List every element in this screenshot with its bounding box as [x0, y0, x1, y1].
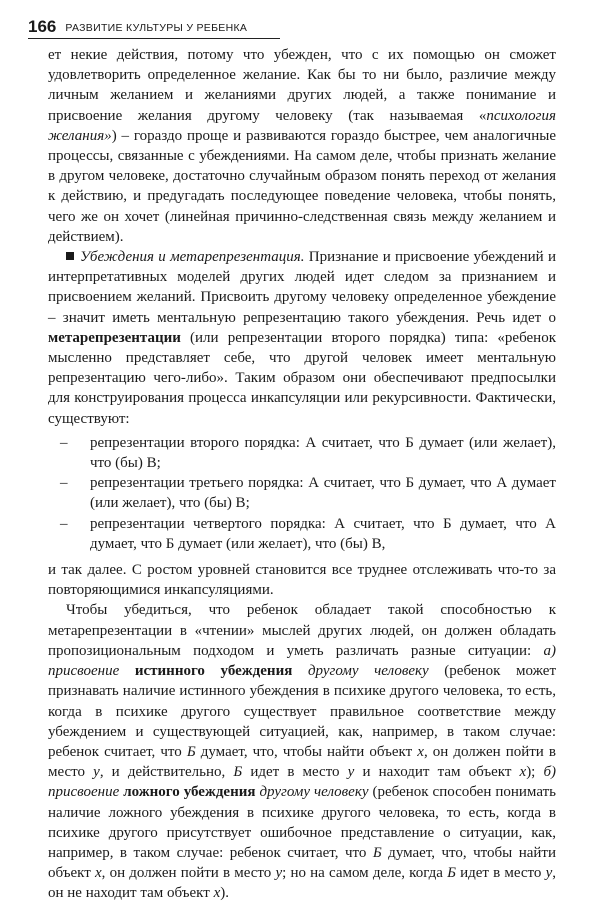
- text-run: (или репрезентации второго порядка) типа: «ребенок мысленно представляет себе, что другой человек имеет ментальную репрезентацию чего-либо». Таким образом они обеспечивают предпосылки для конструирования процесса инкапсуляции или рекурсивности. Фактически, существуют:: [48, 329, 556, 427]
- text-run: ).: [220, 885, 229, 902]
- italic-variable: Б: [186, 743, 196, 760]
- item-marker: б): [543, 764, 557, 781]
- text-run: (ребенок способен понимать наличие ложного убеждения в психике другого человека, то есть, когда в психике другого присутствует ошибочное представление о ситуации, как, например, в таком случае: ребенок считает, что: [48, 784, 556, 861]
- text-run: , он должен пойти в место: [48, 743, 556, 781]
- text-run: ; но на самом деле, когда: [282, 865, 448, 882]
- text-run: , и действительно,: [99, 764, 234, 781]
- text-run: и находит там объект: [354, 764, 520, 781]
- text-run: (ребенок может признавать наличие истинного убеждения в психике другого человека, то есть, когда в психике другого существует правильное соответствие между убеждением и существующей ситуацией, как, например, в таком случае: ребенок считает, что: [48, 663, 556, 760]
- text-run: , он должен пойти в место: [101, 865, 276, 882]
- italic-term: другому человеку: [292, 663, 429, 680]
- text-run: ет некие действия, потому что убежден, что с их помощью он сможет удовлетворить определенное желание. Как бы то ни было, различие между личным желанием и желаниями других людей, а также понимание и присвоение желания другому человеку (так называемая «: [48, 47, 556, 124]
- paragraph-continuation: [48, 45, 556, 247]
- text-run: );: [526, 764, 544, 781]
- item-marker: а): [543, 642, 556, 659]
- text-run: идет в место: [455, 865, 546, 882]
- italic-variable: y: [275, 865, 283, 882]
- paragraph-false-belief: [48, 600, 556, 903]
- italic-variable: Б: [233, 764, 243, 781]
- text-run: ) – гораздо проще и развиваются гораздо быстрее, чем аналогичные процессы, связанные с убеждениями. На самом деле, чтобы признать желание в другом человеке, достаточно случайным образом понять переход от желания к действию, и предугадать последующее поведение человека, чтобы понять, чего же он хочет (линейная причинно-следственная связь между желанием и действием).: [48, 127, 556, 245]
- text-run: идет в место: [242, 764, 348, 781]
- list-item: – репрезентации третьего порядка: А считает, что Б думает, что А думает (или желает), что (бы) В;: [90, 473, 556, 513]
- bold-term: ложного убеждения: [123, 784, 256, 801]
- square-bullet-icon: [66, 252, 74, 260]
- italic-variable: x: [94, 865, 102, 882]
- text-run: Признание и присвоение убеждений и интерпретативных моделей других людей идет следом за признанием и присвоением желаний. Присвоить другому человеку определенное убеждение – значит иметь ментальную репрезентацию такого убеждения. Речь идет о: [48, 249, 556, 326]
- italic-variable: Б: [447, 865, 456, 882]
- running-title: РАЗВИТИЕ КУЛЬТУРЫ У РЕБЕНКА: [65, 22, 248, 34]
- italic-term: другому человеку: [255, 784, 369, 801]
- italic-variable: x: [417, 743, 424, 760]
- list-item: – репрезентации второго порядка: А считает, что Б думает (или желает), что (бы) В;: [90, 433, 556, 473]
- section-run-in-heading: Убеждения и метарепрезентация.: [80, 249, 305, 266]
- bold-term: метарепрезентации: [48, 329, 181, 346]
- running-header: [28, 14, 280, 39]
- bold-term: истинного убеждения: [134, 663, 293, 680]
- representation-levels-list: [48, 433, 556, 554]
- italic-term: присвоение: [48, 663, 135, 680]
- text-run: думает, что, чтобы найти объект: [195, 743, 418, 760]
- italic-variable: y: [347, 764, 355, 781]
- paragraph-and-so-on: и так далее. С ростом уровней становится все труднее отслеживать что-то за повторяющимися инкапсуляциями.: [48, 562, 556, 599]
- italic-variable: Б: [372, 844, 382, 861]
- italic-variable: x: [213, 885, 221, 902]
- italic-variable: x: [519, 764, 527, 781]
- italic-variable: y: [545, 865, 553, 882]
- italic-term: психология желания»: [48, 107, 556, 144]
- text-run: Чтобы убедиться, что ребенок обладает такой способностью к метарепрезентации в «чтении» мыслей других людей, он должен обладать пропозициональным подходом и уметь различать разные ситуации:: [48, 602, 556, 659]
- text-run: думает, что, чтобы найти объект: [48, 844, 557, 882]
- list-item: – репрезентации четвертого порядка: А считает, что Б думает, что А думает, что Б думает (или желает), что (бы) В,: [90, 514, 556, 554]
- page-number: 166: [28, 17, 57, 36]
- text-run: , он не находит там объект: [48, 865, 556, 902]
- italic-term: присвоение: [48, 784, 124, 801]
- page-body: [48, 45, 556, 904]
- paragraph-beliefs-metarepresentation: [48, 247, 556, 429]
- italic-variable: y: [93, 764, 100, 781]
